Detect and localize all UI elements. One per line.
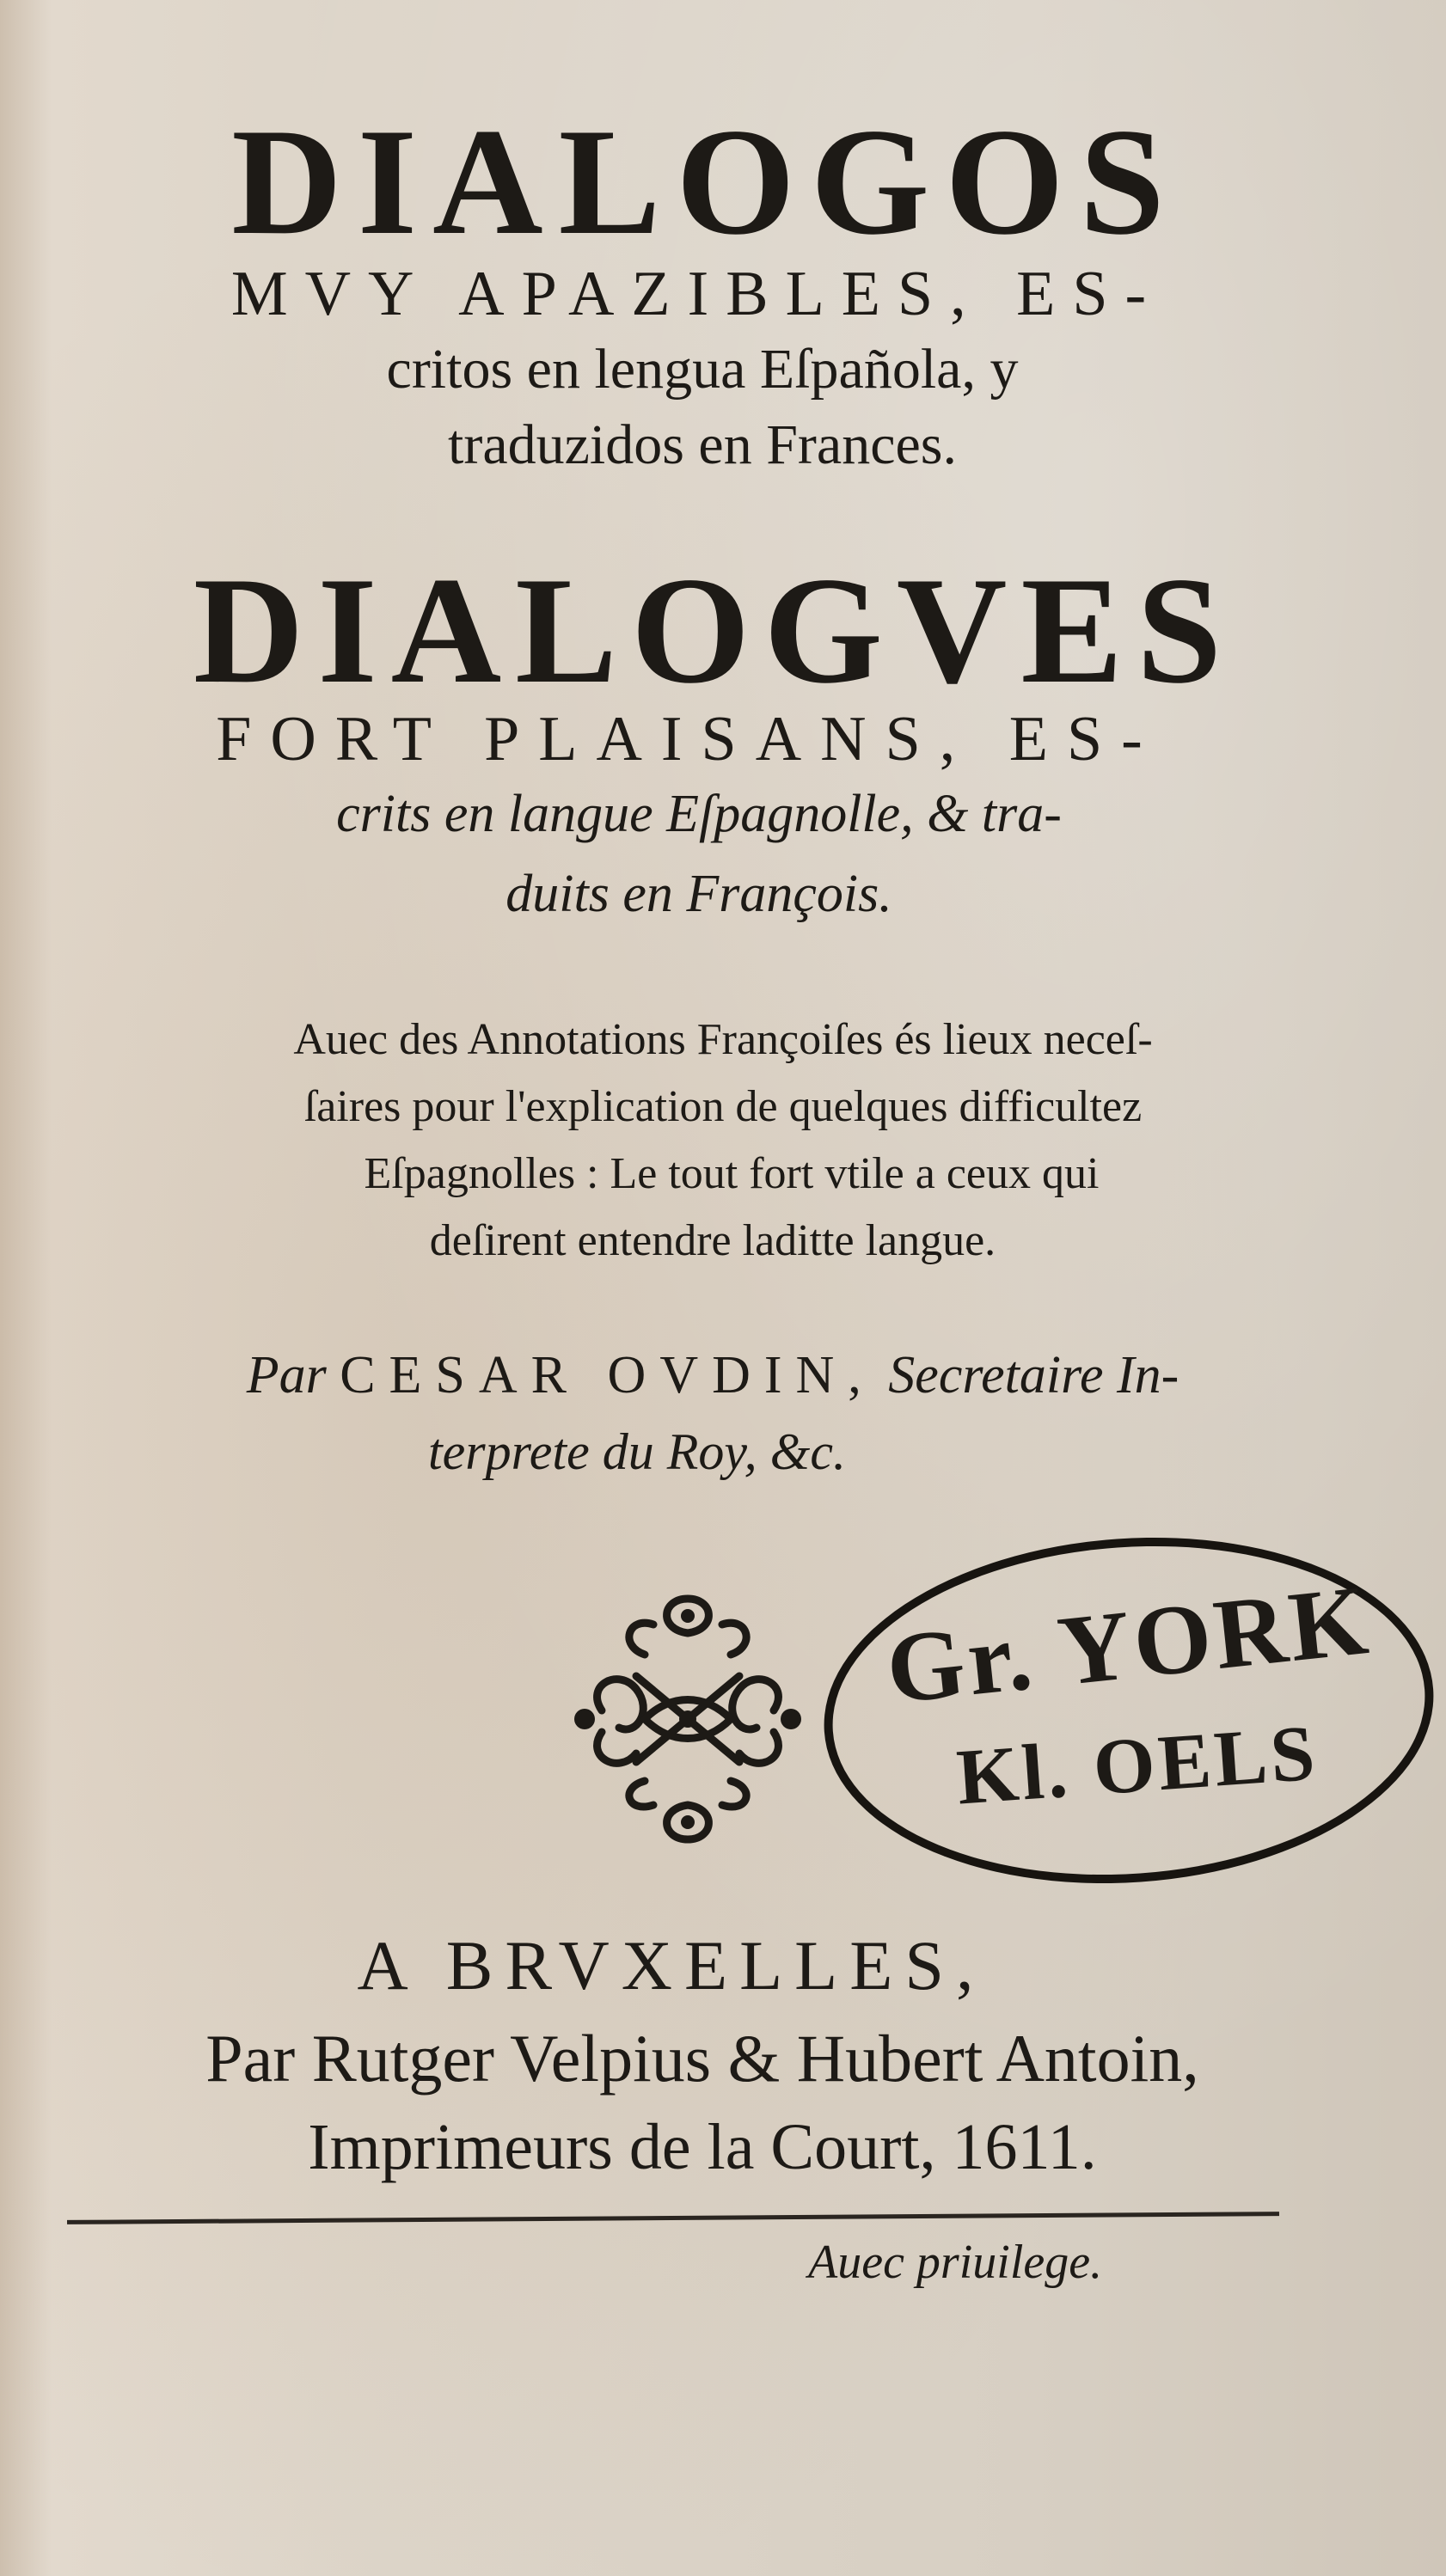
annotation-line-2: ſaires pour l'explication de quelques difficultez — [303, 1082, 1143, 1131]
spanish-title-line-1: MVY APAZIBLES, ES- — [230, 259, 1164, 329]
french-title-line-3: duits en François. — [505, 865, 892, 923]
spanish-title-line-3: traduzidos en Frances. — [448, 413, 957, 476]
annotation-line-1: Auec des Annotations Françoiſes és lieux neceſ- — [293, 1015, 1153, 1064]
privilege-note: Auec priuilege. — [808, 2236, 1103, 2289]
stamp-line-2: Kl. OELS — [953, 1708, 1321, 1821]
french-title-heading: DIALOGVES — [193, 545, 1236, 715]
horizontal-rule — [67, 2212, 1279, 2224]
printer-ornament-icon — [550, 1582, 825, 1857]
imprint-city: A BRVXELLES, — [357, 1926, 986, 2004]
author-prefix: Par — [246, 1346, 327, 1404]
imprint-court-date: Imprimeurs de la Court, 1611. — [308, 2111, 1097, 2183]
french-title-line-2: crits en langue Eſpagnolle, & tra- — [336, 785, 1062, 843]
author-line-1 — [0, 1345, 1436, 1406]
annotation-line-3: Eſpagnolles : Le tout fort vtile a ceux qui — [364, 1149, 1100, 1198]
french-title-line-1: FORT PLAISANS, ES- — [216, 704, 1161, 774]
author-name: CESAR OVDIN, — [340, 1346, 875, 1404]
spanish-title-heading: DIALOGOS — [231, 96, 1180, 266]
stamp-line-1: Gr. YORK — [881, 1564, 1376, 1726]
author-line-2: terprete du Roy, &c. — [428, 1423, 846, 1480]
imprint-printers: Par Rutger Velpius & Hubert Antoin, — [205, 2021, 1199, 2096]
library-stamp — [824, 1539, 1434, 1882]
annotation-line-4: deſirent entendre laditte langue. — [429, 1216, 996, 1265]
author-role: Secretaire In- — [888, 1346, 1179, 1404]
spanish-title-line-2: critos en lengua Eſpañola, y — [386, 338, 1019, 401]
